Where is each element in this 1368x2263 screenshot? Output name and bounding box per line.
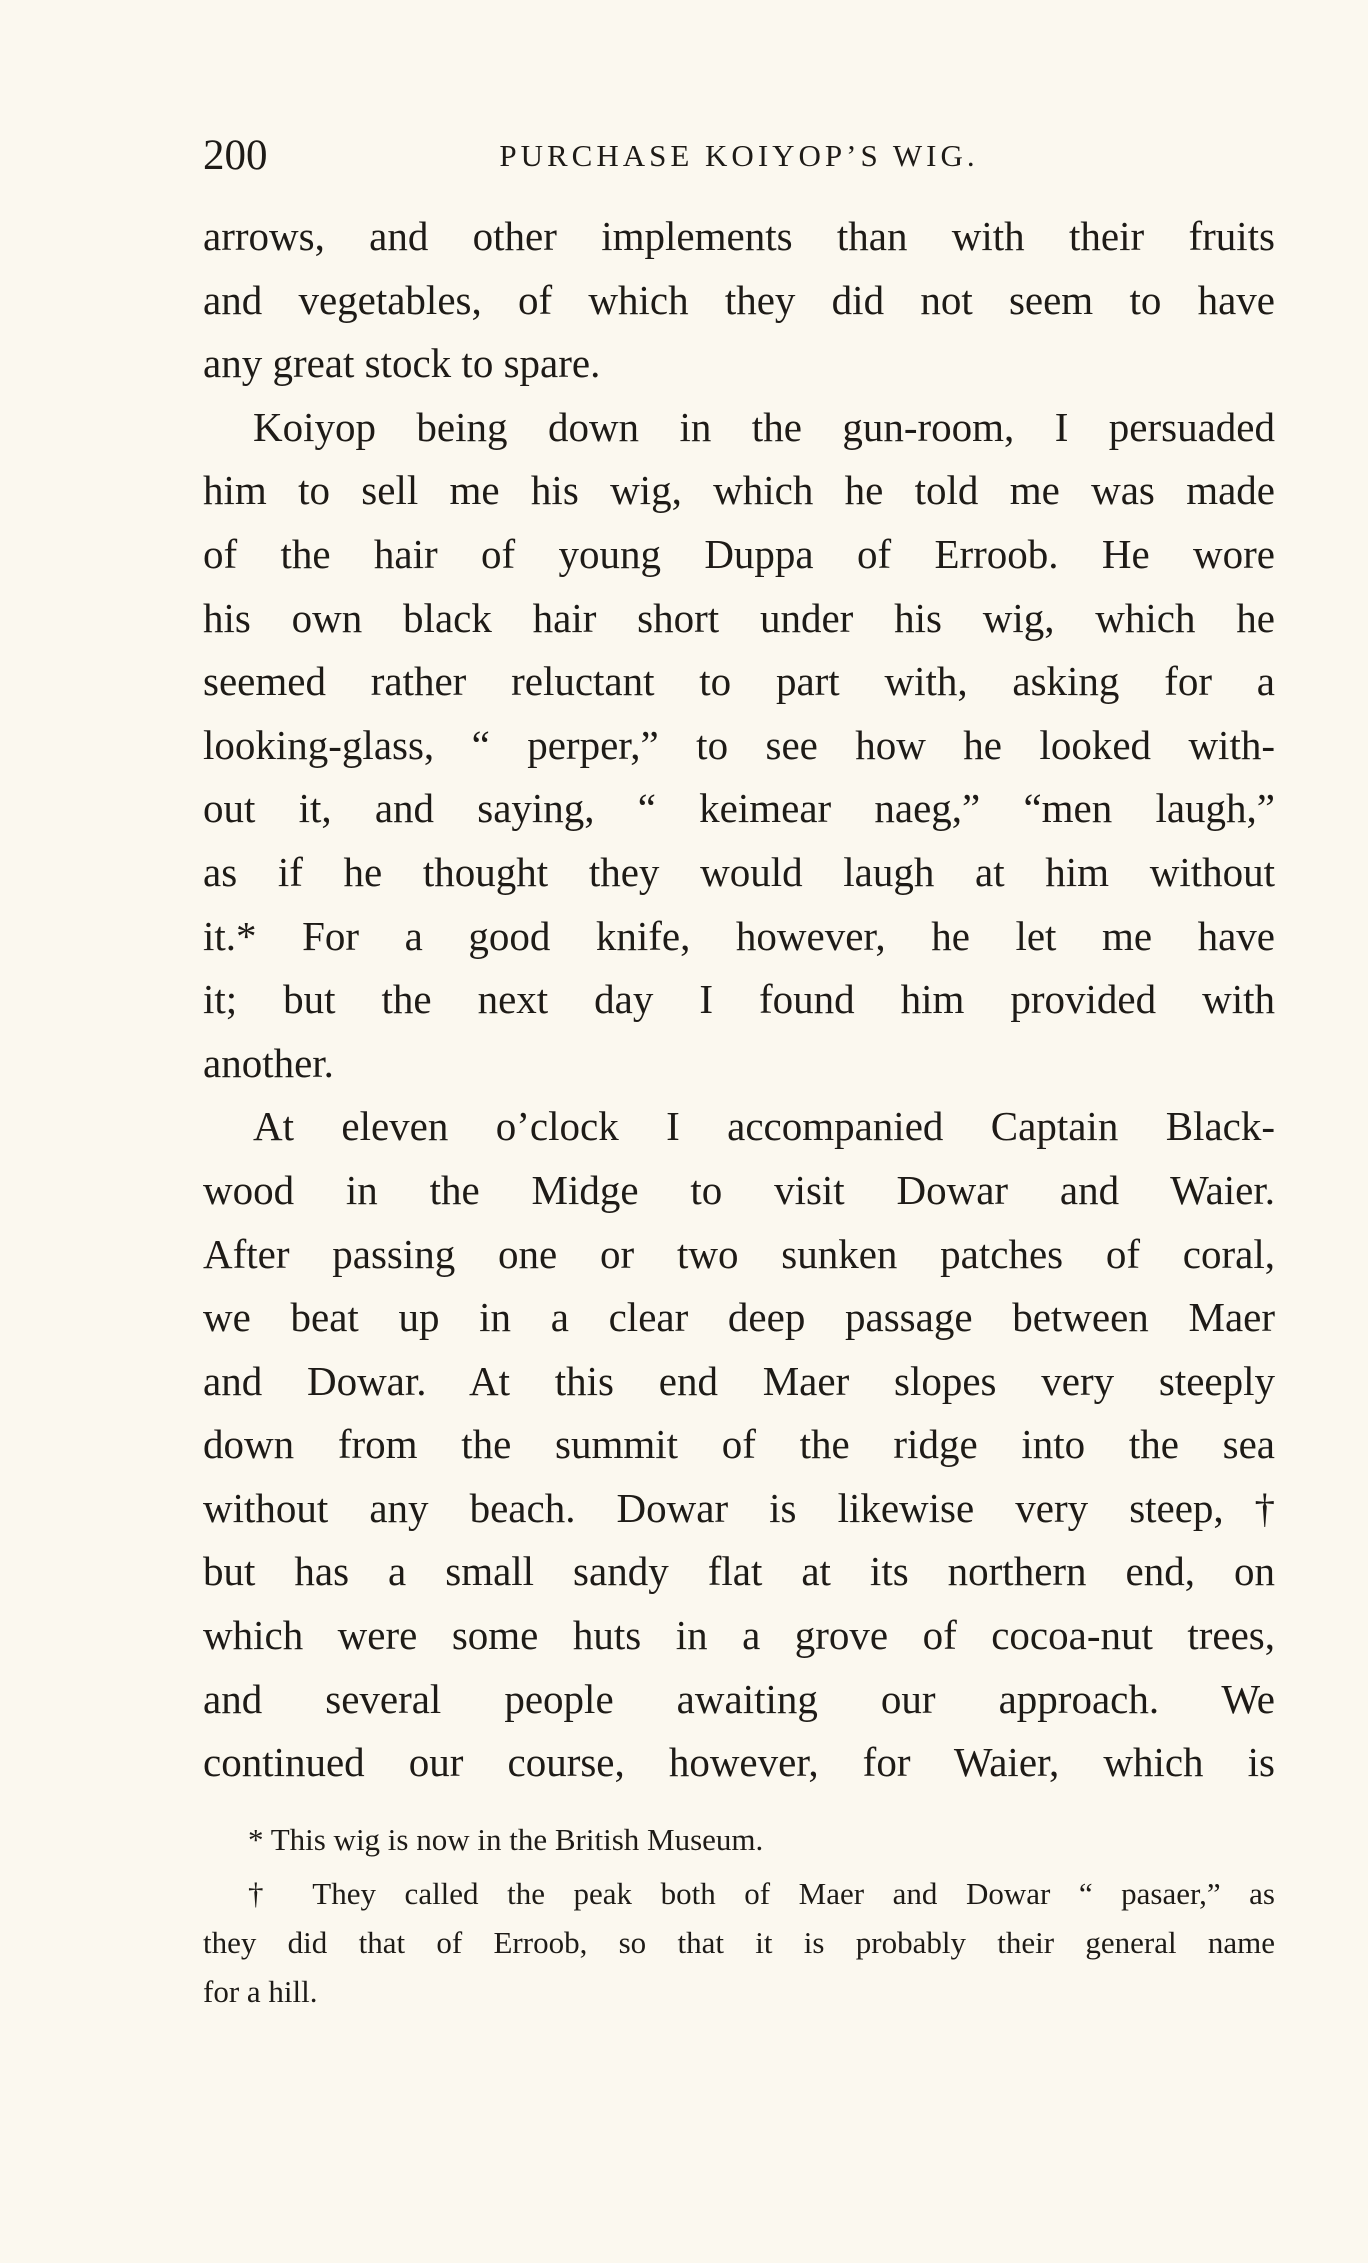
- text-line: and vegetables, of which they did not seem to have: [203, 276, 1275, 323]
- text-line: any great stock to spare.: [203, 340, 601, 387]
- text-line: and several people awaiting our approach. We: [203, 1675, 1275, 1722]
- text-line: Koiyop being down in the gun-room, I persuaded: [253, 403, 1275, 450]
- text-line: another.: [203, 1039, 334, 1086]
- text-line: After passing one or two sunken patches of coral,: [203, 1230, 1275, 1277]
- running-head: [203, 126, 1275, 186]
- footnote-dagger-line: for a hill.: [203, 1974, 318, 2009]
- text-line: and Dowar. At this end Maer slopes very steeply: [203, 1357, 1275, 1404]
- text-line: it; but the next day I found him provided with: [203, 976, 1275, 1023]
- text-line: seemed rather reluctant to part with, asking for a: [203, 658, 1275, 705]
- page-number: 200: [203, 132, 268, 179]
- footnote-dagger-line: † They called the peak both of Maer and Dowar “ pasaer,” as: [248, 1876, 1275, 1911]
- text-line: it.* For a good knife, however, he let me have: [203, 912, 1275, 959]
- text-line: which were some huts in a grove of cocoa-nut trees,: [203, 1612, 1275, 1659]
- text-line: out it, and saying, “ keimear naeg,” “men laugh,”: [203, 785, 1275, 832]
- text-line: his own black hair short under his wig, which he: [203, 594, 1275, 641]
- text-line: arrows, and other implements than with their fruits: [203, 213, 1275, 259]
- text-line: wood in the Midge to visit Dowar and Waier.: [203, 1166, 1275, 1213]
- text-line: of the hair of young Duppa of Erroob. He wore: [203, 530, 1275, 577]
- text-line: continued our course, however, for Waier, which is: [203, 1739, 1275, 1786]
- text-line: looking-glass, “ perper,” to see how he looked with-: [203, 721, 1275, 768]
- footnotes: [203, 1815, 1275, 2016]
- running-title: PURCHASE KOIYOP’S WIG.: [499, 138, 979, 173]
- text-line: as if he thought they would laugh at him without: [203, 848, 1275, 895]
- text-line: him to sell me his wig, which he told me was made: [203, 467, 1275, 514]
- footnote-dagger-line: they did that of Erroob, so that it is probably their general name: [203, 1925, 1275, 1960]
- body-text: [203, 205, 1275, 1795]
- text-line: At eleven o’clock I accompanied Captain Black-: [253, 1103, 1275, 1150]
- text-line: down from the summit of the ridge into the sea: [203, 1421, 1275, 1468]
- text-line: without any beach. Dowar is likewise very steep,†: [203, 1484, 1275, 1531]
- text-line: but has a small sandy flat at its northern end, on: [203, 1548, 1275, 1595]
- text-line: we beat up in a clear deep passage between Maer: [203, 1294, 1275, 1341]
- footnote-asterisk: * This wig is now in the British Museum.: [248, 1822, 764, 1857]
